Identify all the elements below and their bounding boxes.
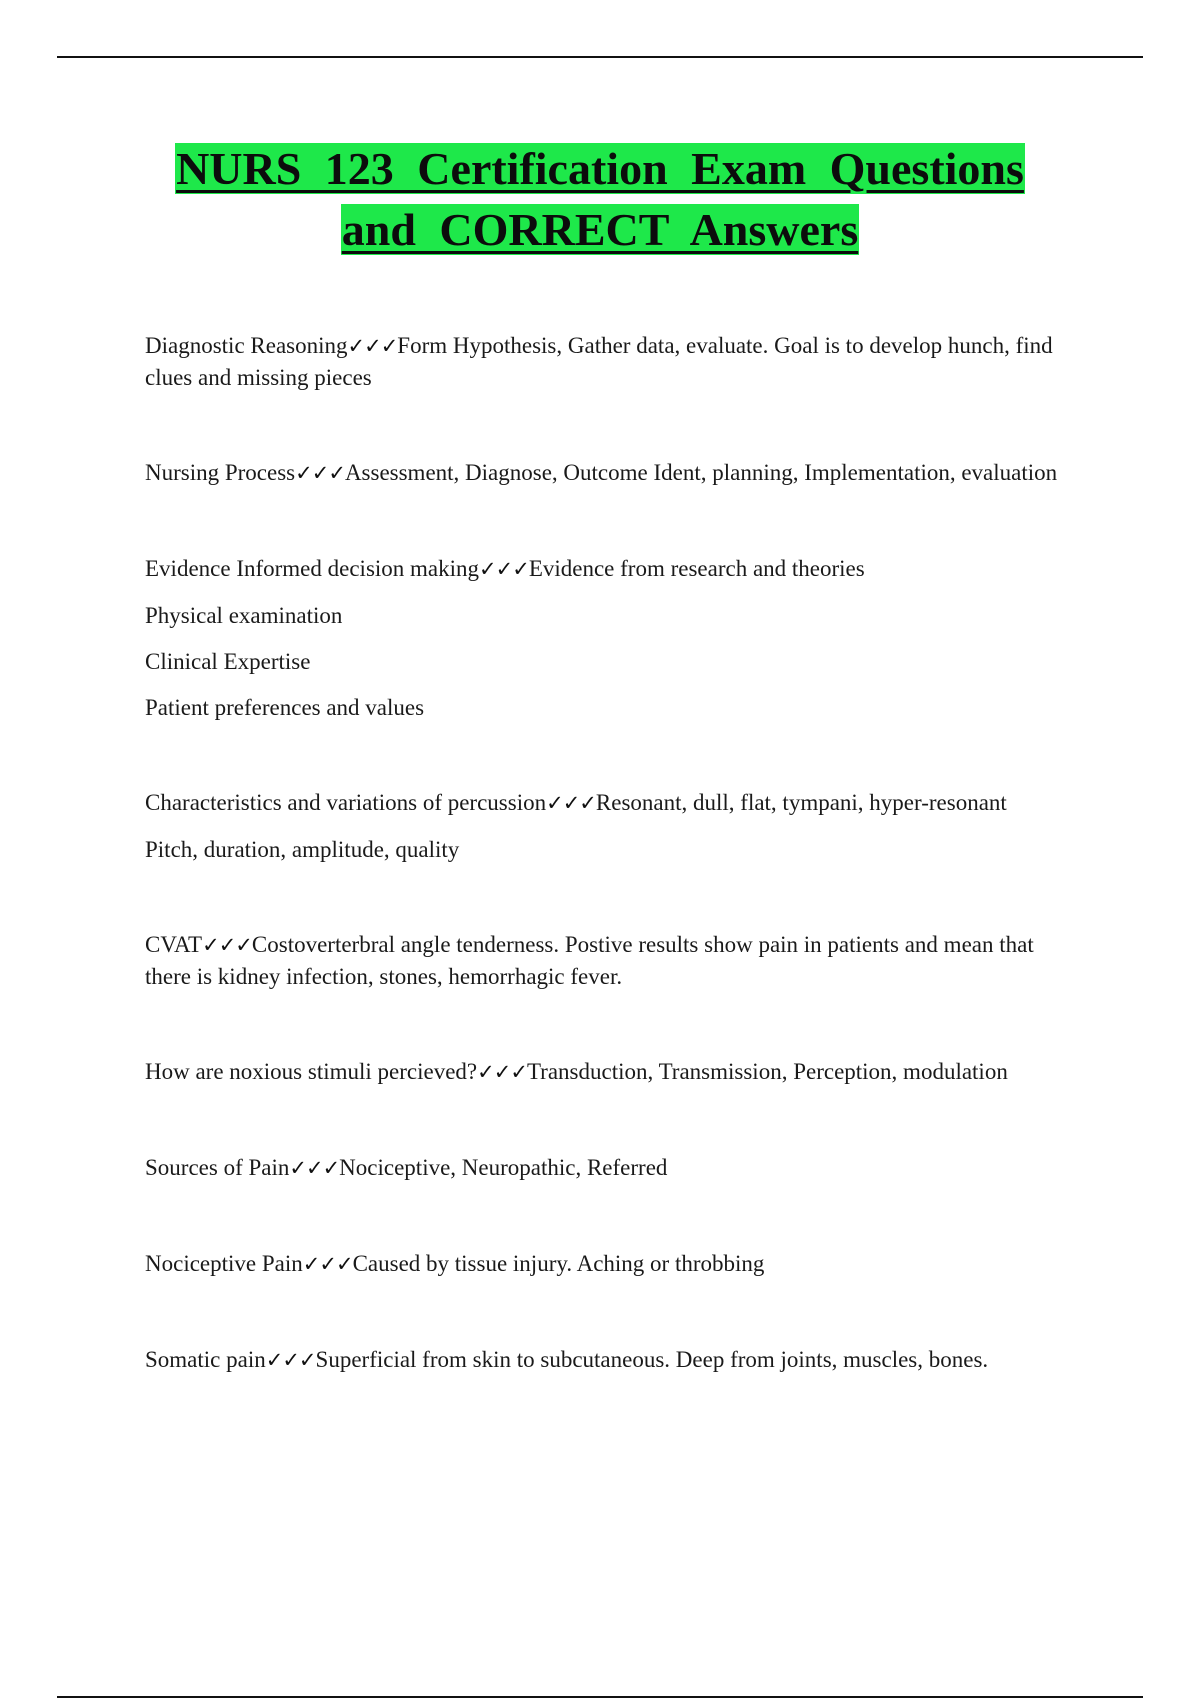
qa-answer: Assessment, Diagnose, Outcome Ident, planning, Implementation, evaluation [344,460,1058,485]
qa-extra-line: Physical examination [145,603,343,628]
qa-entry [145,929,1065,992]
qa-text [145,929,1065,992]
title-line-1: NURS 123 Certification Exam Questions [176,143,1024,194]
checkmark-icon: ✓✓✓ [265,1348,316,1372]
qa-entry [145,787,1065,865]
qa-term: Sources of Pain [145,1155,290,1180]
qa-answer: Resonant, dull, flat, tympani, hyper-resonant [595,790,1007,815]
qa-text [145,457,1065,489]
qa-entry [145,1344,1065,1376]
title-line-2: and CORRECT Answers [341,204,859,255]
qa-answer: Transduction, Transmission, Perception, modulation [526,1059,1008,1084]
qa-entry [145,457,1065,489]
qa-answer: Costoverterbral angle tenderness. Postive results show pain in patients and mean that there is kidney infection, stones, hemorrhagic fever. [145,932,1034,989]
qa-entry [145,1056,1065,1088]
qa-text [145,1056,1065,1088]
qa-text [145,330,1065,393]
qa-answer: Caused by tissue injury. Aching or throbbing [352,1251,765,1276]
qa-extra-line: Pitch, duration, amplitude, quality [145,837,460,862]
qa-entry [145,1152,1065,1184]
qa-text [145,1344,1065,1376]
qa-term: Somatic pain [145,1347,266,1372]
qa-term: Diagnostic Reasoning [145,333,348,358]
qa-extra-line: Patient preferences and values [145,695,425,720]
qa-extra-line: Clinical Expertise [145,649,311,674]
qa-entry [145,1248,1065,1280]
qa-answer: Evidence from research and theories [528,556,865,581]
checkmark-icon: ✓✓✓ [546,791,596,815]
checkmark-icon: ✓✓✓ [347,334,398,358]
qa-answer: Form Hypothesis, Gather data, evaluate. Goal is to develop hunch, find clues and missing pieces [145,333,1053,390]
qa-term: Characteristics and variations of percussion [145,790,547,815]
qa-answer: Nociceptive, Neuropathic, Referred [339,1155,668,1180]
checkmark-icon: ✓✓✓ [477,1060,527,1084]
checkmark-icon: ✓✓✓ [479,557,529,581]
qa-term: Nursing Process [145,460,296,485]
qa-term: How are noxious stimuli percieved? [145,1059,478,1084]
qa-entry [145,330,1065,393]
top-rule [57,56,1143,58]
qa-text [145,1152,1065,1184]
checkmark-icon: ✓✓✓ [302,1252,353,1276]
qa-term: CVAT [145,932,203,957]
bottom-rule [57,1696,1143,1698]
checkmark-icon: ✓✓✓ [295,461,345,485]
qa-text [145,787,1065,819]
checkmark-icon: ✓✓✓ [289,1156,340,1180]
checkmark-icon: ✓✓✓ [202,933,252,957]
qa-text [145,553,1065,585]
qa-entry [145,553,1065,723]
qa-text [145,1248,1065,1280]
qa-answer: Superficial from skin to subcutaneous. Deep from joints, muscles, bones. [315,1347,989,1372]
qa-term: Evidence Informed decision making [145,556,480,581]
qa-list [145,330,1065,1440]
document-title [60,138,1140,260]
qa-term: Nociceptive Pain [145,1251,303,1276]
